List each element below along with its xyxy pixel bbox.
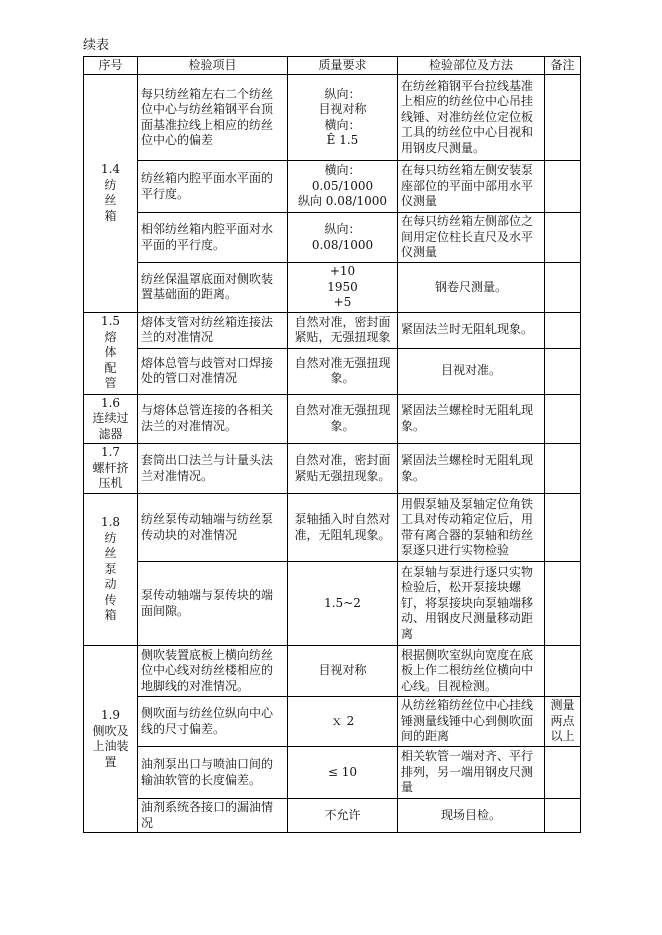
section-cell: 1.9 侧吹及 上油装 置 xyxy=(84,646,138,833)
method-cell: 在每只纺丝箱左侧部位之间用定位柱长直尺及水平仪测量 xyxy=(398,213,545,263)
table-row xyxy=(84,161,581,213)
note-cell xyxy=(545,75,581,161)
table-caption: 续表 xyxy=(83,38,110,53)
requirement-cell: 泵轴插入时自然对准，无阻轧现象。 xyxy=(288,494,398,562)
item-cell: 纺丝保温罩底面对侧吹装置基础面的距离。 xyxy=(138,263,288,313)
method-cell: 紧固法兰时无阻轧现象。 xyxy=(398,312,545,348)
item-cell: 纺丝泵传动轴端与纺丝泵传动块的对准情况 xyxy=(138,494,288,562)
section-cell: 1.7 螺杆挤 压机 xyxy=(84,444,138,494)
header-seq: 序号 xyxy=(84,57,138,75)
method-cell: 紧固法兰螺栓时无阻轧现象。 xyxy=(398,394,545,444)
table-row xyxy=(84,312,581,348)
requirement-cell: 自然对准，密封面紧贴，无强扭现象 xyxy=(288,312,398,348)
note-cell xyxy=(545,161,581,213)
method-cell: 目视对准。 xyxy=(398,348,545,394)
note-cell xyxy=(545,213,581,263)
item-cell: 侧吹面与纺丝位纵向中心线的尺寸偏差。 xyxy=(138,697,288,747)
requirement-cell: ｘ 2 xyxy=(288,697,398,747)
item-cell: 熔体总管与歧管对口焊接处的管口对准情况 xyxy=(138,348,288,394)
method-cell: 相关软管一端对齐、平行排列，另一端用钢皮尺测量 xyxy=(398,747,545,799)
method-cell: 用假泵轴及泵轴定位角铁工具对传动箱定位后，用带有离合器的泵轴和纺丝泵逐只进行实物检验 xyxy=(398,494,545,562)
method-cell: 钢卷尺测量。 xyxy=(398,263,545,313)
note-cell xyxy=(545,747,581,799)
table-row xyxy=(84,213,581,263)
table-row xyxy=(84,494,581,562)
note-cell xyxy=(545,348,581,394)
requirement-cell: 不允许 xyxy=(288,799,398,833)
method-cell: 在每只纺丝箱左侧安装泵座部位的平面中部用水平仪测量 xyxy=(398,161,545,213)
item-cell: 套筒出口法兰与计量头法兰对准情况。 xyxy=(138,444,288,494)
table-row xyxy=(84,646,581,697)
table-row xyxy=(84,263,581,313)
header-row xyxy=(84,57,581,75)
item-cell: 油剂系统各接口的漏油情况 xyxy=(138,799,288,833)
item-cell: 相邻纺丝箱内腔平面对水平面的平行度。 xyxy=(138,213,288,263)
method-cell: 现场目检。 xyxy=(398,799,545,833)
note-cell xyxy=(545,494,581,562)
method-cell: 在泵轴与泵进行逐只实物检验后，松开泵接块螺钉，将泵接块向泵轴端移动、用钢皮尺测量移动距离 xyxy=(398,562,545,646)
section-cell: 1.6 连续过 滤器 xyxy=(84,394,138,444)
item-cell: 油剂泵出口与喷油口间的输油软管的长度偏差。 xyxy=(138,747,288,799)
table-row xyxy=(84,747,581,799)
note-cell xyxy=(545,562,581,646)
note-cell xyxy=(545,394,581,444)
table-row xyxy=(84,348,581,394)
inspection-table xyxy=(83,56,581,833)
section-cell: 1.8 纺 丝 泵 动 传 箱 xyxy=(84,494,138,646)
requirement-cell: ≤ 10 xyxy=(288,747,398,799)
header-method: 检验部位及方法 xyxy=(398,57,545,75)
table-row xyxy=(84,562,581,646)
note-cell xyxy=(545,312,581,348)
item-cell: 侧吹装置底板上横向纺丝位中心线对纺丝楼相应的地脚线的对准情况。 xyxy=(138,646,288,697)
section-cell: 1.4 纺 丝 箱 xyxy=(84,75,138,313)
requirement-cell: 横向： 0.05/1000 纵向 0.08/1000 xyxy=(288,161,398,213)
note-cell xyxy=(545,799,581,833)
item-cell: 每只纺丝箱左右二个纺丝位中心与纺丝箱钢平台顶面基准拉线上相应的纺丝位中心的偏差 xyxy=(138,75,288,161)
note-cell xyxy=(545,444,581,494)
note-cell xyxy=(545,646,581,697)
header-item: 检验项目 xyxy=(138,57,288,75)
method-cell: 在纺丝箱钢平台拉线基准上相应的纺丝位中心吊挂线锤、对准纺丝位定位板工具的纺丝位中心目视和用钢皮尺测量。 xyxy=(398,75,545,161)
method-cell: 从纺丝箱纺丝位中心挂线锤测量线锤中心到侧吹面间的距离 xyxy=(398,697,545,747)
note-cell xyxy=(545,263,581,313)
requirement-cell: 目视对称 xyxy=(288,646,398,697)
requirement-cell: +10 1950 +5 xyxy=(288,263,398,313)
table-row xyxy=(84,75,581,161)
item-cell: 纺丝箱内腔平面水平面的平行度。 xyxy=(138,161,288,213)
item-cell: 熔体支管对纺丝箱连接法兰的对准情况 xyxy=(138,312,288,348)
requirement-cell: 纵向： 0.08/1000 xyxy=(288,213,398,263)
table-row xyxy=(84,444,581,494)
requirement-cell: 自然对准无强扭现象。 xyxy=(288,348,398,394)
item-cell: 泵传动轴端与泵传块的端面间隙。 xyxy=(138,562,288,646)
requirement-cell: 自然对准，密封面紧贴无强扭现象。 xyxy=(288,444,398,494)
method-cell: 根据侧吹室纵向宽度在底板上作二根纺丝位横向中心线。目视检测。 xyxy=(398,646,545,697)
requirement-cell: 纵向： 目视对称 横向： Ê 1.5 xyxy=(288,75,398,161)
requirement-cell: 自然对准无强扭现象。 xyxy=(288,394,398,444)
header-note: 备注 xyxy=(545,57,581,75)
table-row xyxy=(84,394,581,444)
requirement-cell: 1.5~2 xyxy=(288,562,398,646)
note-cell: 测量两点以上 xyxy=(545,697,581,747)
header-requirement: 质量要求 xyxy=(288,57,398,75)
section-cell: 1.5 熔 体 配 管 xyxy=(84,312,138,394)
table-row xyxy=(84,697,581,747)
item-cell: 与熔体总管连接的各相关法兰的对准情况。 xyxy=(138,394,288,444)
table-row xyxy=(84,799,581,833)
method-cell: 紧固法兰螺栓时无阻轧现象。 xyxy=(398,444,545,494)
